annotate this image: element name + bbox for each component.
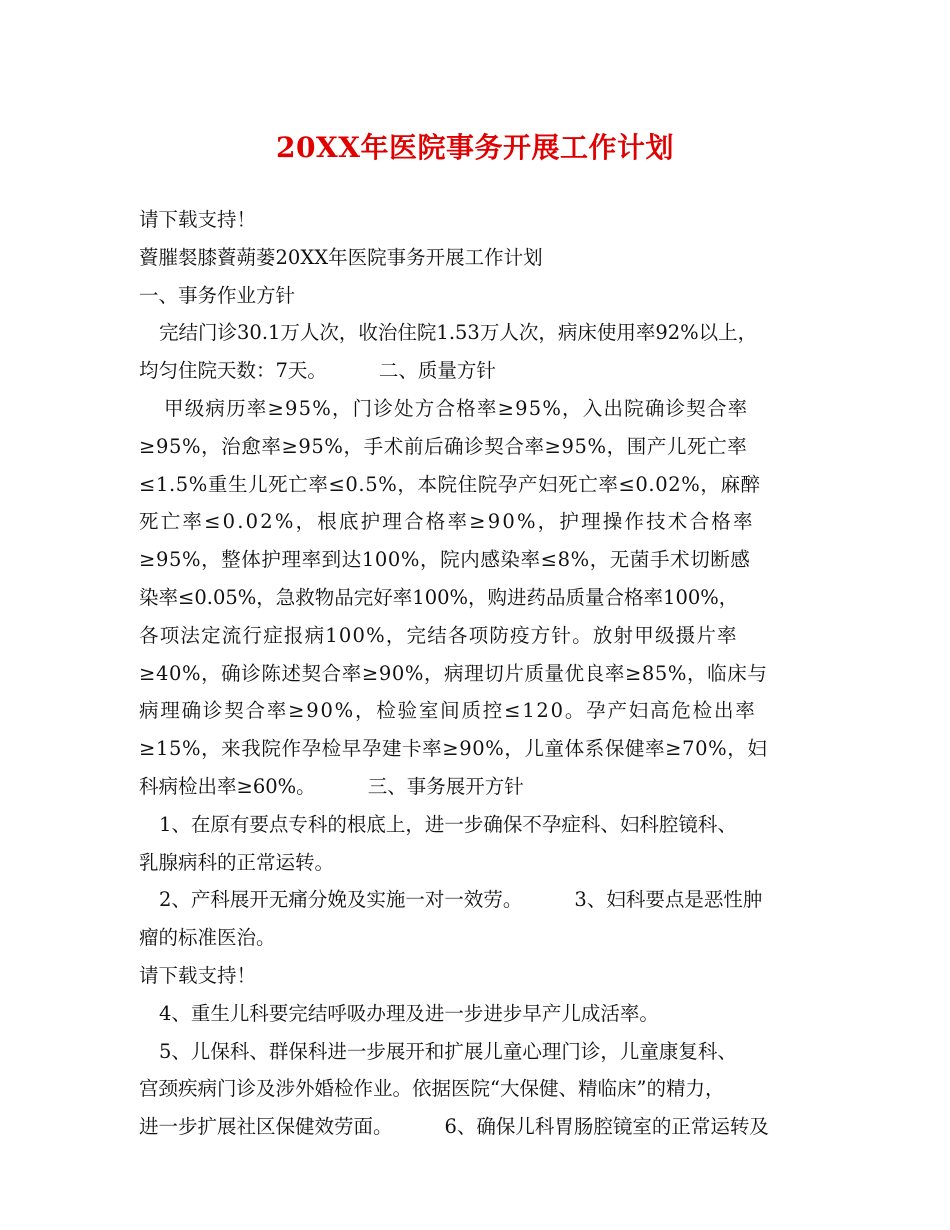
text-line bbox=[139, 881, 829, 919]
text-line bbox=[139, 1108, 829, 1146]
text-line: ≥95%，治愈率≥95%，手术前后确诊契合率≥95%，围产儿死亡率 bbox=[139, 434, 748, 458]
text-line: 请下载支持！ bbox=[139, 208, 257, 231]
text-line: 瘤的标准医治。 bbox=[139, 926, 276, 950]
text-line: 各项法定流行症报病100%，完结各项防疫方针。放射甲级摄片率 bbox=[139, 623, 738, 647]
text-line: 死亡率≤0.02%，根底护理合格率≥90%，护理操作技术合格率 bbox=[139, 510, 755, 534]
text-line: 完结门诊30.1万人次，收治住院1.53万人次，病床使用率92%以上， bbox=[159, 321, 758, 345]
section-heading: 一、事务作业方针 bbox=[139, 283, 296, 307]
section-heading: 三、事务展开方针 bbox=[367, 774, 524, 798]
text-line: ≥15%，来我院作孕检早孕建卡率≥90%，儿童体系保健率≥70%，妇 bbox=[139, 737, 768, 761]
text-line: 染率≤0.05%，急救物品完好率100%，购进药品质量合格率100%， bbox=[139, 585, 739, 609]
text-line: ≤1.5%重生儿死亡率≤0.5%，本院住院孕产妇死亡率≤0.02%，麻醉 bbox=[139, 472, 761, 496]
text-line: 甲级病历率≥95%，门诊处方合格率≥95%，入出院确诊契合率 bbox=[164, 396, 749, 420]
text-fragment: 3、妇科要点是恶性肿 bbox=[574, 888, 763, 912]
text-line: 宫颈疾病门诊及涉外婚检作业。依据医院“大保健、精临床”的精力， bbox=[139, 1077, 725, 1101]
text-fragment: 6、确保儿科胃肠腔镜室的正常运转及 bbox=[444, 1115, 769, 1139]
text-line bbox=[139, 352, 829, 390]
text-line: 乳腺病科的正常运转。 bbox=[139, 850, 335, 874]
text-fragment: 进一步扩展社区保健效劳面。 bbox=[139, 1115, 393, 1139]
text-fragment: 科病检出率≥60%。 bbox=[139, 774, 316, 798]
text-line: 薋膗裻膝薋蒴蒌20XX年医院事务开展工作计划 bbox=[139, 245, 543, 269]
document-body bbox=[139, 201, 829, 1146]
text-fragment: 均匀住院天数：7天。 bbox=[139, 359, 327, 383]
text-line: 病理确诊契合率≥90%，检验室间质控≤120。孕产妇高危检出率 bbox=[139, 699, 757, 723]
text-line: ≥40%，确诊陈述契合率≥90%，病理切片质量优良率≥85%，临床与 bbox=[139, 661, 768, 685]
text-line: 请下载支持！ bbox=[139, 963, 257, 987]
text-line: 5、儿保科、群保科进一步展开和扩展儿童心理门诊，儿童康复科、 bbox=[159, 1039, 737, 1063]
section-heading: 二、质量方针 bbox=[378, 359, 496, 383]
text-fragment: 2、产科展开无痛分娩及实施一对一效劳。 bbox=[159, 888, 523, 912]
text-line bbox=[139, 768, 829, 806]
text-line: 4、重生儿科要完结呼吸办理及进一步进步早产儿成活率。 bbox=[159, 1001, 659, 1025]
text-line: ≥95%，整体护理率到达100%，院内感染率≤8%，无菌手术切断感 bbox=[139, 548, 751, 572]
document-title: 20XX年医院事务开展工作计划 bbox=[276, 131, 674, 164]
text-line: 1、在原有要点专科的根底上，进一步确保不孕症科、妇科腔镜科、 bbox=[159, 812, 737, 836]
